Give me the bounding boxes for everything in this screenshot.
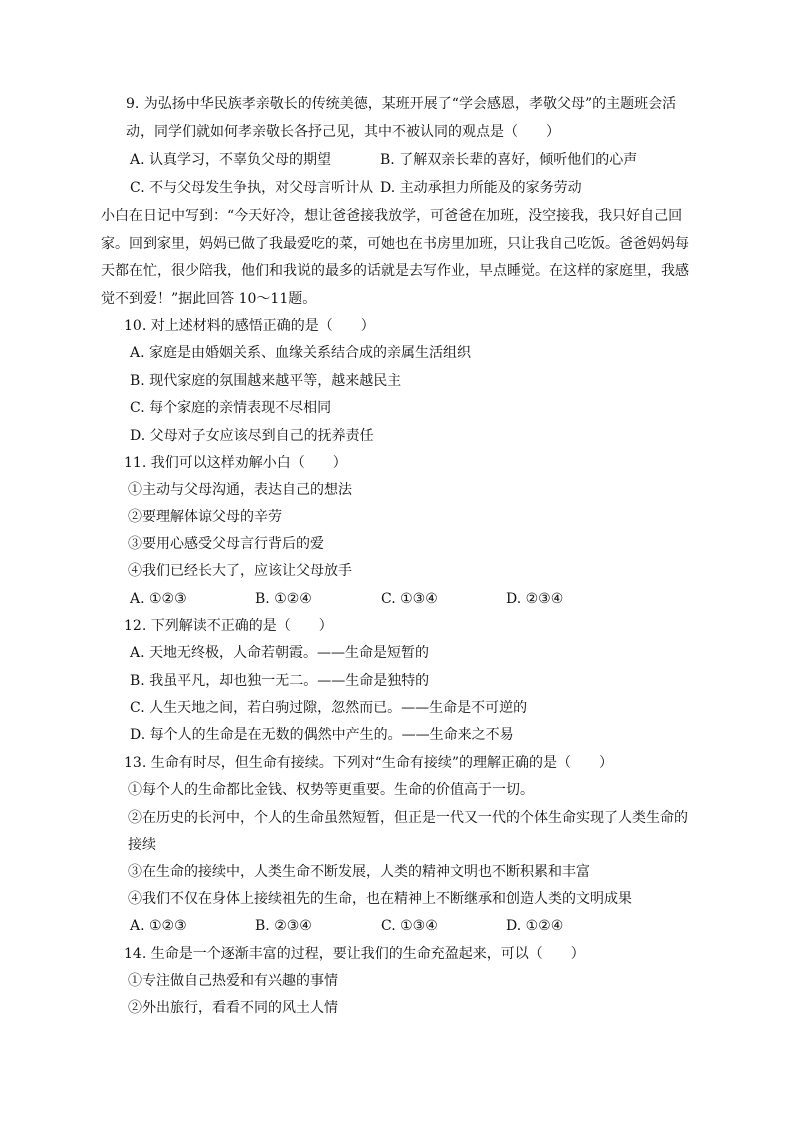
q11-item-2: ②要理解体谅父母的辛劳 [128, 509, 282, 525]
q13-option-b: B. ②③④ [255, 918, 312, 934]
material-line1: 小白在日记中写到：“今天好冷，想让爸爸接我放学，可爸爸在加班，没空接我，我只好自己回 [101, 208, 683, 224]
q12-option-a: A. 天地无终极，人命若朝霞。——生命是短暂的 [130, 645, 430, 661]
q11-item-1: ①主动与父母沟通，表达自己的想法 [128, 482, 352, 498]
q13-item-4: ④我们不仅在身体上接续祖先的生命，也在精神上不断继承和创造人类的文明成果 [128, 891, 632, 907]
q11-stem: 11. 我们可以这样劝解小白（ ） [124, 455, 347, 471]
q14-stem: 14. 生命是一个逐渐丰富的过程，要让我们的生命充盈起来，可以（ ） [124, 946, 585, 962]
q10-option-c: C. 每个家庭的亲情表现不尽相同 [130, 400, 332, 416]
q10-option-d: D. 父母对子女应该尽到自己的抚养责任 [130, 428, 374, 444]
q12-stem: 12. 下列解读不正确的是（ ） [124, 618, 333, 634]
q12-option-b: B. 我虽平凡，却也独一无二。——生命是独特的 [130, 673, 430, 689]
q11-option-d: D. ②③④ [506, 591, 564, 607]
q12-option-c: C. 人生天地之间，若白驹过隙，忽然而已。——生命是不可逆的 [130, 700, 528, 716]
q10-stem: 10. 对上述材料的感悟正确的是（ ） [124, 318, 375, 334]
q13-option-c: C. ①③④ [381, 918, 438, 934]
q13-item-1: ①每个人的生命都比金钱、权势等更重要。生命的价值高于一切。 [128, 782, 534, 798]
q13-option-d: D. ①②④ [506, 918, 564, 934]
q11-option-c: C. ①③④ [381, 591, 438, 607]
q13-option-a: A. ①②③ [130, 918, 187, 934]
q11-option-a: A. ①②③ [130, 591, 187, 607]
material-line3: 天都在忙，很少陪我，他们和我说的最多的话就是去写作业，早点睡觉。在这样的家庭里，我感 [101, 263, 689, 279]
q10-option-a: A. 家庭是由婚姻关系、血缘关系结合成的亲属生活组织 [130, 345, 472, 361]
q11-item-4: ④我们已经长大了，应该让父母放手 [128, 563, 352, 579]
q11-option-b: B. ①②④ [255, 591, 312, 607]
q9-stem-line1: 9. 为弘扬中华民族孝亲敬长的传统美德，某班开展了“学会感恩，孝敬父母”的主题班会活 [126, 96, 677, 112]
q10-option-b: B. 现代家庭的氛围越来越平等，越来越民主 [130, 373, 402, 389]
material-line4: 觉不到爱！”据此回答 10～11题。 [101, 291, 317, 307]
q9-option-c: C. 不与父母发生争执，对父母言听计从 [130, 180, 374, 196]
q13-item-3: ③在生命的接续中，人类生命不断发展，人类的精神文明也不断积累和丰富 [128, 864, 590, 880]
q11-item-3: ③要用心感受父母言行背后的爱 [128, 536, 324, 552]
material-line2: 家。回到家里，妈妈已做了我最爱吃的菜，可她也在书房里加班，只让我自己吃饭。爸爸妈妈每 [101, 236, 689, 252]
q9-stem-line2: 动，同学们就如何孝亲敬长各抒己见，其中不被认同的观点是（ ） [126, 124, 560, 140]
q9-option-d: D. 主动承担力所能及的家务劳动 [380, 180, 582, 196]
q13-item-2-cont: 接续 [128, 837, 156, 853]
q14-item-1: ①专注做自己热爱和有兴趣的事情 [128, 973, 338, 989]
q13-stem: 13. 生命有时尽，但生命有接续。下列对“生命有接续”的理解正确的是（ ） [124, 755, 614, 771]
q13-item-2: ②在历史的长河中，个人的生命虽然短暂，但正是一代又一代的个体生命实现了人类生命的 [128, 810, 688, 826]
q9-option-b: B. 了解双亲长辈的喜好，倾听他们的心声 [380, 152, 638, 168]
q14-item-2: ②外出旅行，看看不同的风土人情 [128, 1000, 338, 1016]
q12-option-d: D. 每个人的生命是在无数的偶然中产生的。——生命来之不易 [130, 727, 514, 743]
q9-option-a: A. 认真学习，不辜负父母的期望 [130, 152, 332, 168]
